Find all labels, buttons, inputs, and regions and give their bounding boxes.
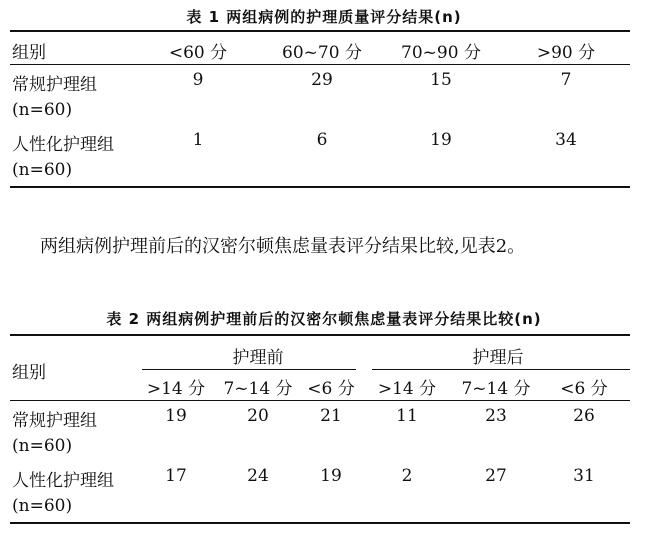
table1-row1-group: 常规护理组 <box>12 75 97 95</box>
table2-row2-n: (n=60) <box>12 496 73 516</box>
table2-top-rule <box>10 334 630 336</box>
table2-row1-n: (n=60) <box>12 436 73 456</box>
table2-caption: 表 2 两组病例护理前后的汉密尔顿焦虑量表评分结果比较(n) <box>106 310 542 328</box>
table2-bottom-rule <box>10 522 630 524</box>
table2-sub-header-3: <6 分 <box>307 379 355 399</box>
table1-row2-val4: 34 <box>555 130 577 150</box>
table1-row2-n: (n=60) <box>12 160 73 180</box>
table1-row1-val3: 15 <box>430 70 452 90</box>
table1-header-col1: <60 分 <box>168 43 228 63</box>
table1-header-col4: >90 分 <box>536 43 596 63</box>
table2-row1-group: 常规护理组 <box>12 411 97 431</box>
table2-row1-val5: 23 <box>485 406 507 426</box>
table2-row1-val1: 19 <box>165 406 187 426</box>
table2-header-after: 护理后 <box>472 348 524 368</box>
table2-row1-val3: 21 <box>320 406 342 426</box>
body-paragraph: 两组病例护理前后的汉密尔顿焦虑量表评分结果比较,见表2。 <box>40 236 526 257</box>
table1-row1-n: (n=60) <box>12 100 73 120</box>
table2-sub-header-6: <6 分 <box>560 379 608 399</box>
table1-row2-val3: 19 <box>430 130 452 150</box>
table1-row1-val4: 7 <box>560 70 572 90</box>
table2-row1-val4: 11 <box>396 406 418 426</box>
table1-row2-val2: 6 <box>316 130 328 150</box>
table2-header-group: 组别 <box>12 363 46 383</box>
table2-before-subrule <box>142 369 356 370</box>
table1-header-col2: 60~70 分 <box>282 43 362 63</box>
table1-caption: 表 1 两组病例的护理质量评分结果(n) <box>186 8 462 26</box>
table1-row2-group: 人性化护理组 <box>12 135 114 155</box>
table2-row2-val5: 27 <box>485 466 507 486</box>
table1-row1-val1: 9 <box>192 70 204 90</box>
table2-row2-val1: 17 <box>165 466 187 486</box>
table2-row1-val2: 20 <box>247 406 269 426</box>
table2-after-subrule <box>372 369 630 370</box>
table1-header-group: 组别 <box>12 43 46 63</box>
table2-row2-val4: 2 <box>401 466 413 486</box>
table2-sub-header-1: >14 分 <box>146 379 206 399</box>
table2-row2-val2: 24 <box>247 466 269 486</box>
table2-row1-val6: 26 <box>573 406 595 426</box>
table1-header-rule <box>10 64 630 65</box>
table1-bottom-rule <box>10 186 630 188</box>
table1-row1-val2: 29 <box>311 70 333 90</box>
table2-row2-val6: 31 <box>573 466 595 486</box>
table2-header-rule <box>10 400 630 401</box>
table2-header-before: 护理前 <box>232 348 284 368</box>
table1-row2-val1: 1 <box>192 130 204 150</box>
table2-sub-header-4: >14 分 <box>377 379 437 399</box>
table1-header-col3: 70~90 分 <box>401 43 481 63</box>
table1-top-rule <box>10 30 630 32</box>
table2-sub-header-5: 7~14 分 <box>461 379 531 399</box>
table2-row2-val3: 19 <box>320 466 342 486</box>
table2-row2-group: 人性化护理组 <box>12 471 114 491</box>
table2-sub-header-2: 7~14 分 <box>223 379 293 399</box>
